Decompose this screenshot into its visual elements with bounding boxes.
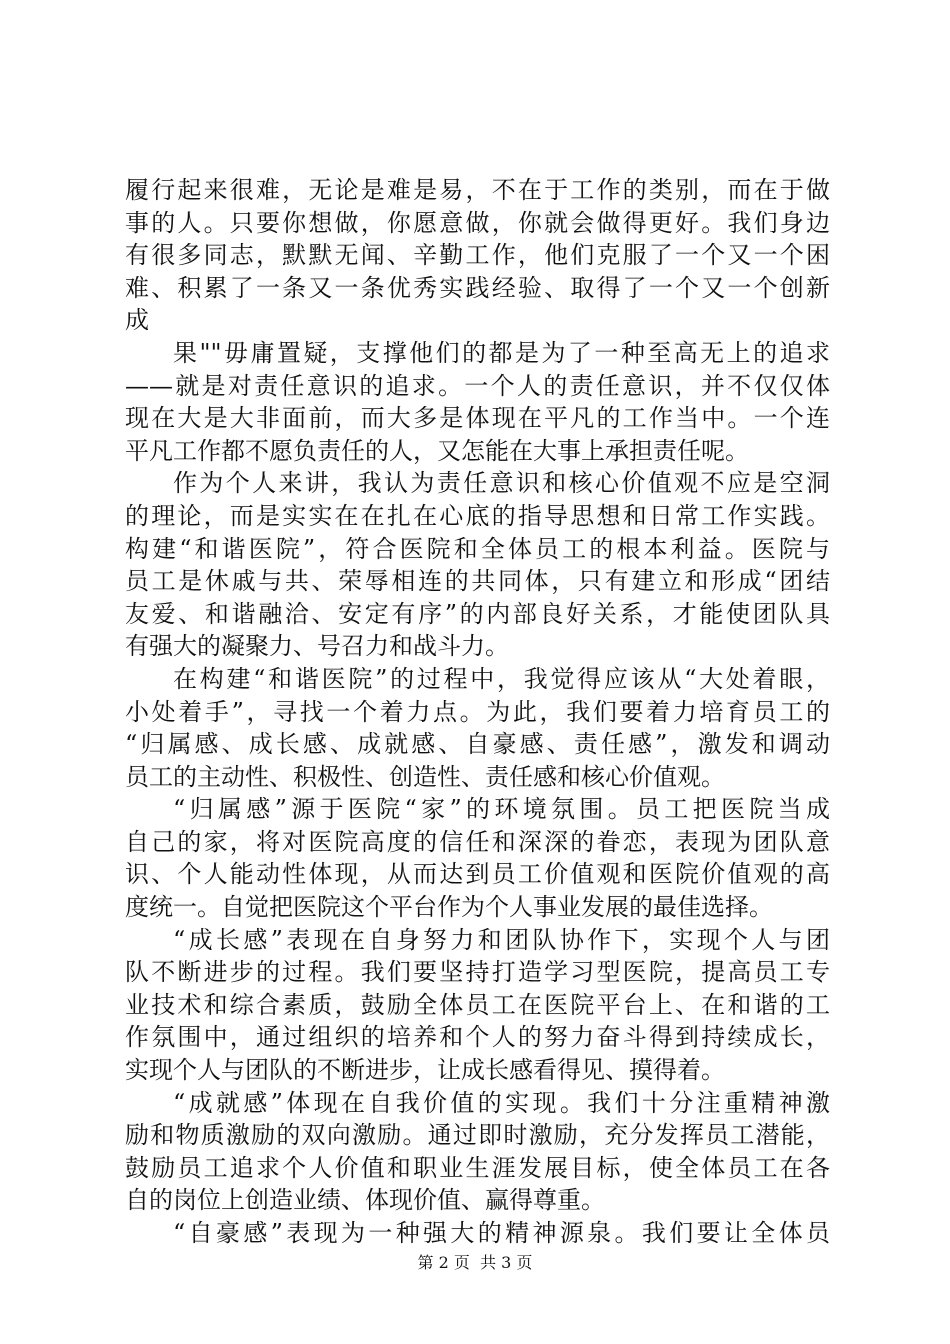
text-line: 履行起来很难，无论是难是易，不在于工作的类别，而在于做 <box>125 176 830 204</box>
text-line: 成 <box>125 306 149 335</box>
text-line: 现在大是大非面前，而大多是体现在平凡的工作当中。一个连 <box>125 404 830 433</box>
text-line: 在构建“和谐医院”的过程中，我觉得应该从“大处着眼， <box>173 664 830 693</box>
text-line: “成就感”体现在自我价值的实现。我们十分注重精神激 <box>173 1088 830 1117</box>
text-line: 的理论，而是实实在在扎在心底的指导思想和日常工作实践。 <box>125 501 830 530</box>
text-line: 实现个人与团队的不断进步，让成长感看得见、摸得着。 <box>125 1056 725 1085</box>
text-line: 友爱、和谐融洽、安定有序”的内部良好关系，才能使团队具 <box>125 599 830 628</box>
text-line: 员工的主动性、积极性、创造性、责任感和核心价值观。 <box>125 762 725 791</box>
text-line: 员工是休戚与共、荣辱相连的共同体，只有建立和形成“团结 <box>125 567 830 596</box>
text-line: 励和物质激励的双向激励。通过即时激励，充分发挥员工潜能， <box>125 1121 830 1150</box>
text-line: 小处着手”，寻找一个着力点。为此，我们要着力培育员工的 <box>125 697 830 726</box>
text-line: 鼓励员工追求个人价值和职业生涯发展目标，使全体员工在各 <box>125 1153 830 1182</box>
text-line: 果""毋庸置疑，支撑他们的都是为了一种至高无上的追求 <box>173 338 830 367</box>
text-line: 业技术和综合素质，鼓励全体员工在医院平台上、在和谐的工 <box>125 990 830 1019</box>
text-line: 难、积累了一条又一条优秀实践经验、取得了一个又一个创新 <box>125 273 830 302</box>
text-line: 事的人。只要你想做，你愿意做，你就会做得更好。我们身边 <box>125 208 830 237</box>
text-line: 识、个人能动性体现，从而达到员工价值观和医院价值观的高 <box>125 860 830 889</box>
page-number-label: 第 2 页 共 3 页 <box>417 1253 533 1272</box>
text-line: 自的岗位上创造业绩、体现价值、赢得尊重。 <box>125 1186 605 1215</box>
text-line: 度统一。自觉把医院这个平台作为个人事业发展的最佳选择。 <box>125 893 773 922</box>
text-line: 作为个人来讲，我认为责任意识和核心价值观不应是空洞 <box>173 469 830 498</box>
text-line: 自己的家，将对医院高度的信任和深深的眷恋，表现为团队意 <box>125 827 830 856</box>
text-line: 有强大的凝聚力、号召力和战斗力。 <box>125 632 509 661</box>
text-line: “自豪感”表现为一种强大的精神源泉。我们要让全体员 <box>173 1219 830 1247</box>
document-body <box>125 174 830 1250</box>
text-line: 平凡工作都不愿负责任的人，又怎能在大事上承担责任呢。 <box>125 436 749 465</box>
text-line: “成长感”表现在自身努力和团队协作下，实现个人与团 <box>173 925 830 954</box>
text-line: “归属感、成长感、成就感、自豪感、责任感”，激发和调动 <box>125 730 830 759</box>
text-line: 有很多同志，默默无闻、辛勤工作，他们克服了一个又一个困 <box>125 241 830 270</box>
text-line: 构建“和谐医院”，符合医院和全体员工的根本利益。医院与 <box>125 534 830 563</box>
page-footer <box>0 1253 950 1273</box>
text-line: 作氛围中，通过组织的培养和个人的努力奋斗得到持续成长， <box>125 1023 830 1052</box>
text-line: 队不断进步的过程。我们要坚持打造学习型医院，提高员工专 <box>125 958 830 987</box>
text-line: ——就是对责任意识的追求。一个人的责任意识，并不仅仅体 <box>125 371 830 400</box>
text-line: “归属感”源于医院“家”的环境氛围。员工把医院当成 <box>173 795 830 824</box>
